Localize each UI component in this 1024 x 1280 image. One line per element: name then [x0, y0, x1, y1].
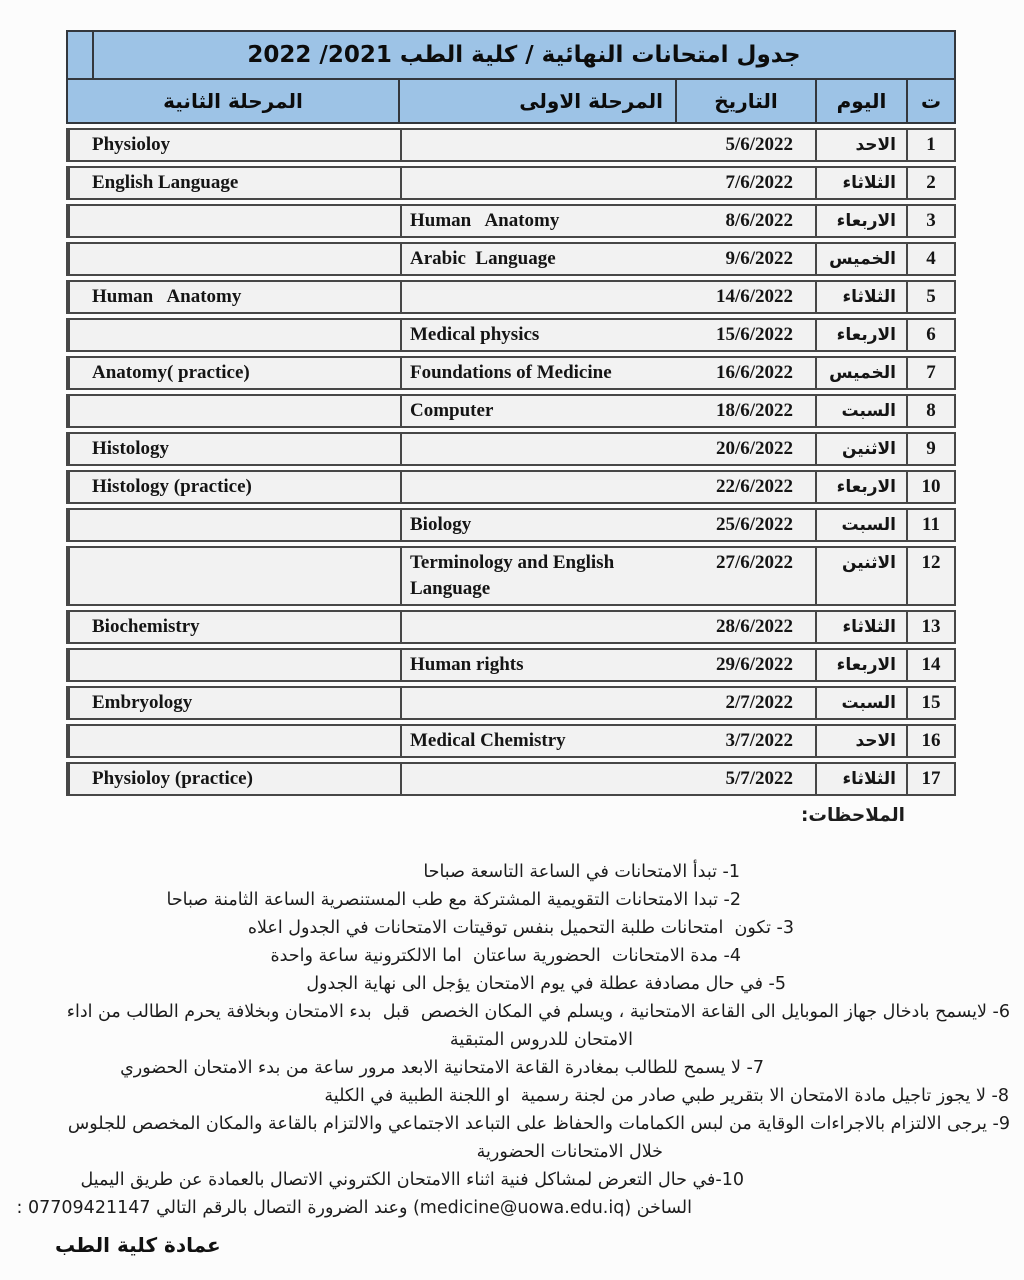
cell-number: 11	[922, 514, 940, 535]
table-row	[66, 432, 956, 466]
cell-number: 1	[926, 134, 936, 155]
cell-second-stage: Histology	[68, 434, 400, 464]
cell-first-stage: Human Anatomy	[400, 206, 677, 236]
note-line: 4- مدة الامتحانات الحضورية ساعتان اما الالكترونية ساعة واحدة	[270, 946, 741, 966]
header-number: ت	[920, 89, 942, 113]
cell-first-stage	[400, 130, 677, 160]
cell-day: الاحد	[817, 726, 908, 756]
table-row	[66, 242, 956, 276]
cell-day: الخميس	[817, 244, 908, 274]
cell-second-stage	[68, 206, 400, 236]
cell-number: 17	[921, 768, 941, 789]
table-title-row	[66, 30, 956, 80]
table-row	[66, 128, 956, 162]
cell-second-stage: Biochemistry	[68, 612, 400, 642]
title-side-cell	[68, 32, 94, 78]
cell-date: 8/6/2022	[677, 206, 817, 236]
cell-day: الاربعاء	[817, 650, 908, 680]
cell-date: 27/6/2022	[677, 548, 817, 604]
cell-first-stage	[400, 688, 677, 718]
cell-second-stage	[68, 650, 400, 680]
cell-second-stage	[68, 548, 400, 604]
table-row	[66, 166, 956, 200]
cell-number: 6	[926, 324, 936, 345]
note-line: 3- تكون امتحانات طلبة التحميل بنفس توقيتات الامتحانات في الجدول اعلاه	[247, 918, 794, 938]
cell-day: الاربعاء	[817, 206, 908, 236]
cell-date: 5/7/2022	[677, 764, 817, 794]
cell-date: 7/6/2022	[677, 168, 817, 198]
note-line: 5- في حال مصادفة عطلة في يوم الامتحان يؤجل الى نهاية الجدول	[306, 974, 786, 994]
cell-first-stage: Medical Chemistry	[400, 726, 677, 756]
cell-date: 14/6/2022	[677, 282, 817, 312]
header-date: التاريخ	[677, 80, 817, 122]
cell-date: 18/6/2022	[677, 396, 817, 426]
cell-first-stage: Foundations of Medicine	[400, 358, 677, 388]
cell-date: 25/6/2022	[677, 510, 817, 540]
cell-number: 9	[926, 438, 936, 459]
table-row	[66, 648, 956, 682]
cell-second-stage: English Language	[68, 168, 400, 198]
cell-date: 28/6/2022	[677, 612, 817, 642]
cell-day: السبت	[817, 510, 908, 540]
cell-number: 8	[926, 400, 936, 421]
cell-first-stage	[400, 434, 677, 464]
cell-number: 7	[926, 362, 936, 383]
cell-day: الاثنين	[817, 434, 908, 464]
cell-second-stage	[68, 320, 400, 350]
note-line: الساخن (medicine@uowa.edu.iq) وعند الضرورة التصال بالرقم التالي 07709421147 :	[16, 1198, 692, 1218]
note-line: خلال الامتحانات الحضورية	[476, 1142, 663, 1162]
note-line: الامتحان للدروس المتبقية	[449, 1030, 633, 1050]
cell-date: 2/7/2022	[677, 688, 817, 718]
note-line: 6- لايسمح بادخال جهاز الموبايل الى القاعة الامتحانية ، ويسلم في المكان الخصص قبل بدء الامتحان وبخلافة يحرم الطالب من اداء	[66, 1002, 1010, 1022]
cell-day: الثلاثاء	[817, 282, 908, 312]
cell-day: الثلاثاء	[817, 612, 908, 642]
cell-number: 4	[926, 248, 936, 269]
note-line: 9- يرجى الالتزام بالاجراءات الوقاية من لبس الكمامات والحفاظ على التباعد الاجتماعي والالتزام بالقاعة والمكان المخصص للجلوس	[67, 1114, 1010, 1134]
note-line: 1- تبدأ الامتحانات في الساعة التاسعة صباحا	[423, 862, 740, 882]
table-row	[66, 470, 956, 504]
cell-date: 9/6/2022	[677, 244, 817, 274]
table-row	[66, 546, 956, 606]
cell-first-stage	[400, 764, 677, 794]
notes-section	[14, 805, 1010, 1222]
cell-first-stage	[400, 612, 677, 642]
cell-day: الاربعاء	[817, 320, 908, 350]
table-row	[66, 724, 956, 758]
table-row	[66, 204, 956, 238]
cell-number: 14	[921, 654, 941, 675]
cell-date: 3/7/2022	[677, 726, 817, 756]
cell-second-stage: Embryology	[68, 688, 400, 718]
table-row	[66, 686, 956, 720]
table-row	[66, 762, 956, 796]
cell-first-stage	[400, 168, 677, 198]
cell-second-stage	[68, 396, 400, 426]
cell-number: 10	[921, 476, 941, 497]
header-first-stage: المرحلة الاولى	[400, 80, 677, 122]
cell-second-stage: Histology (practice)	[68, 472, 400, 502]
cell-first-stage	[400, 282, 677, 312]
cell-date: 22/6/2022	[677, 472, 817, 502]
cell-number: 5	[926, 286, 936, 307]
cell-date: 16/6/2022	[677, 358, 817, 388]
cell-day: السبت	[817, 688, 908, 718]
note-line: 2- تبدا الامتحانات التقويمية المشتركة مع طب المستنصرية الساعة الثامنة صباحا	[166, 890, 741, 910]
cell-first-stage: Medical physics	[400, 320, 677, 350]
cell-date: 20/6/2022	[677, 434, 817, 464]
table-body	[66, 128, 956, 796]
table-row	[66, 394, 956, 428]
cell-day: الخميس	[817, 358, 908, 388]
cell-date: 29/6/2022	[677, 650, 817, 680]
cell-second-stage: Physioloy (practice)	[68, 764, 400, 794]
header-day: اليوم	[817, 80, 908, 122]
deanship-signature: عمادة كلية الطب	[55, 1233, 221, 1257]
cell-second-stage: Physioloy	[68, 130, 400, 160]
cell-day: السبت	[817, 396, 908, 426]
cell-first-stage: Biology	[400, 510, 677, 540]
cell-date: 5/6/2022	[677, 130, 817, 160]
cell-first-stage	[400, 472, 677, 502]
cell-day: الاربعاء	[817, 472, 908, 502]
table-row	[66, 356, 956, 390]
exam-schedule-table	[66, 30, 956, 796]
table-header-row	[66, 80, 956, 124]
cell-second-stage: Anatomy( practice)	[68, 358, 400, 388]
cell-number: 16	[921, 730, 941, 751]
cell-date: 15/6/2022	[677, 320, 817, 350]
cell-second-stage: Human Anatomy	[68, 282, 400, 312]
cell-number: 2	[926, 172, 936, 193]
cell-second-stage	[68, 510, 400, 540]
cell-number: 13	[921, 616, 941, 637]
cell-second-stage	[68, 726, 400, 756]
notes-heading: الملاحظات:	[800, 805, 905, 826]
note-line: 7- لا يسمح للطالب بمغادرة القاعة الامتحانية الابعد مرور ساعة من بدء الامتحان الحضوري	[120, 1058, 764, 1078]
cell-first-stage: Arabic Language	[400, 244, 677, 274]
cell-day: الاحد	[817, 130, 908, 160]
note-line: 8- لا يجوز تاجيل مادة الامتحان الا بتقرير طبي صادر من لجنة رسمية او اللجنة الطبية في الكلية	[324, 1086, 1009, 1106]
cell-number: 12	[921, 552, 941, 573]
cell-day: الثلاثاء	[817, 168, 908, 198]
table-row	[66, 280, 956, 314]
cell-day: الثلاثاء	[817, 764, 908, 794]
table-title: جدول امتحانات النهائية / كلية الطب 2021/ 2022	[247, 42, 801, 68]
table-row	[66, 508, 956, 542]
cell-first-stage: Computer	[400, 396, 677, 426]
cell-second-stage	[68, 244, 400, 274]
table-row	[66, 318, 956, 352]
note-line: 10-في حال التعرض لمشاكل فنية اثناء االامتحان الكتروني الاتصال بالعمادة عن طريق اليميل	[80, 1170, 744, 1190]
cell-first-stage: Human rights	[400, 650, 677, 680]
header-second-stage: المرحلة الثانية	[68, 80, 400, 122]
cell-number: 15	[921, 692, 941, 713]
cell-day: الاثنين	[817, 548, 908, 604]
cell-number: 3	[926, 210, 936, 231]
cell-first-stage: Terminology and English Language	[400, 548, 677, 604]
table-row	[66, 610, 956, 644]
